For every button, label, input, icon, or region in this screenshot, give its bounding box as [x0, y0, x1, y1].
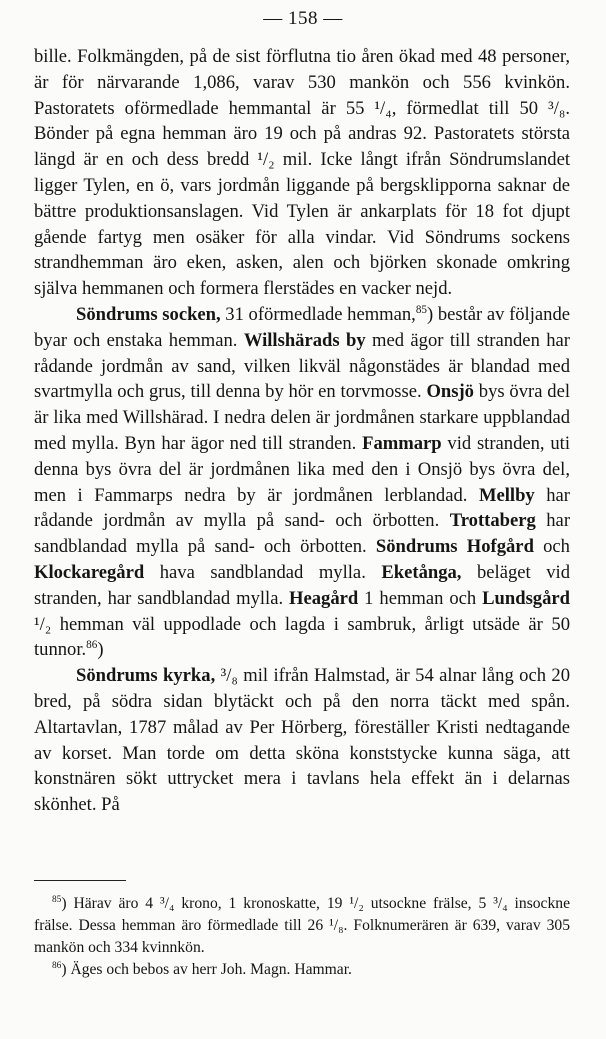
place-fammarp: Fammarp — [362, 432, 442, 454]
place-willsharads: Willshärads by — [243, 329, 366, 351]
place-hofgard: Söndrums Hofgård — [375, 536, 534, 558]
heading-sondrums-socken: Söndrums socken, — [76, 303, 221, 325]
place-onsjo: Onsjö — [426, 381, 474, 403]
footnote-ref-86: 86 — [86, 639, 98, 652]
place-mellby: Mellby — [478, 484, 535, 506]
main-text — [34, 44, 570, 818]
footnote-mark-86: 86 — [52, 960, 62, 971]
footnote-mark-85: 85 — [52, 894, 62, 905]
place-eketanga: Eketånga, — [381, 561, 462, 583]
paragraph-1: bille. Folkmängden, på de sist förflutna tio åren ökad med 48 personer, är för närvarande 1,086, varav 530 mankön och 556 kvinkön. Pastoratets oförmedlade hemmantal är 55 ¹/₄, förmedlat till 50 ³/₈. Bönder på egna hemman äro 19 och på andras 92. Pastoratets största längd är en och dess bredd ¹/₂ mil. Icke långt ifrån Söndrumslandet ligger Tylen, en ö, vars jordmån liggande på bergsklipporna saknar de bättre produktionsanslagen. Vid Tylen är ankarplats för 18 fot djupt gående fartyg men osäker för alla vindar. Vid Söndrums sockens strandhemman äro eken, asken, alen och björken skonade omkring själva hemmanen och formera flerstädes en vacker nejd. — [34, 46, 570, 300]
paragraph-kyrka: Söndrums kyrka, ³/₈ mil ifrån Halmstad, är 54 alnar lång och 20 bred, på södra sidan blytäckt och på den norra täckt med spån. Altartavlan, 1787 målad av Per Hörberg, föreställer Kristi nedtagande av korset. Man torde om detta sköna konststycke kunna säga, att konstnären sökt uttrycket mera i tavlans hela effekt än i delarnas skönhet. På — [34, 665, 570, 816]
paragraph-socken: Söndrums socken, 31 oförmedlade hemman,$^{85}$) består av följande byar och enstaka hemman. Willshärads by med ägor till stranden har rådande jordmån av sand, vilken likväl någonstädes är blandad med svartmylla och grus, till denna by hör en torvmosse. Onsjö bys övra del är lika med Willshärad. I nedra delen är jordmånen starkare uppblandad med mylla. Byn har ägor ned till stranden. Fammarp vid stranden, uti denna bys övra del är jordmånen lika med den i Onsjö bys övra del, men i Fammarps nedra by är jordmånen lerblandad. Mellby har rådande jordmån av mylla på sand- och örbotten. Trottaberg har sandblandad mylla på sand- och örbotten. Söndrums Hofgård och Klockaregård hava sandblandad mylla. Eketånga, beläget vid stranden, har sandblandad mylla. Heagård 1 hemman och Lundsgård ¹/₂ hemman väl uppodlade och lagda i sambruk, årligt utsäde är 50 tunnor.$^{86}$) — [34, 303, 571, 661]
heading-sondrums-kyrka: Söndrums kyrka, — [76, 665, 216, 687]
place-heagard: Heagård — [289, 587, 359, 609]
footnotes — [34, 893, 570, 981]
place-klockaregard: Klockaregård — [34, 561, 145, 583]
footnote-86: $^{86}$) Äges och bebos av herr Joh. Magn. Hammar. — [52, 960, 352, 978]
place-trottaberg: Trottaberg — [449, 510, 536, 532]
footnote-ref-85: 85 — [415, 303, 427, 316]
footnote-divider — [34, 880, 126, 881]
page-number: — 158 — — [263, 8, 343, 29]
place-lundsgard: Lundsgård — [482, 587, 570, 609]
footnote-85: $^{85}$) Härav äro 4 ³/₄ krono, 1 kronoskatte, 19 ¹/₂ utsockne frälse, 5 ³/₄ insockne frälse. Dessa hemman äro förmedlade till 26 ¹/₈. Folknumerären är 639, varav 305 mankön och 334 kvinnkön. — [34, 894, 570, 956]
